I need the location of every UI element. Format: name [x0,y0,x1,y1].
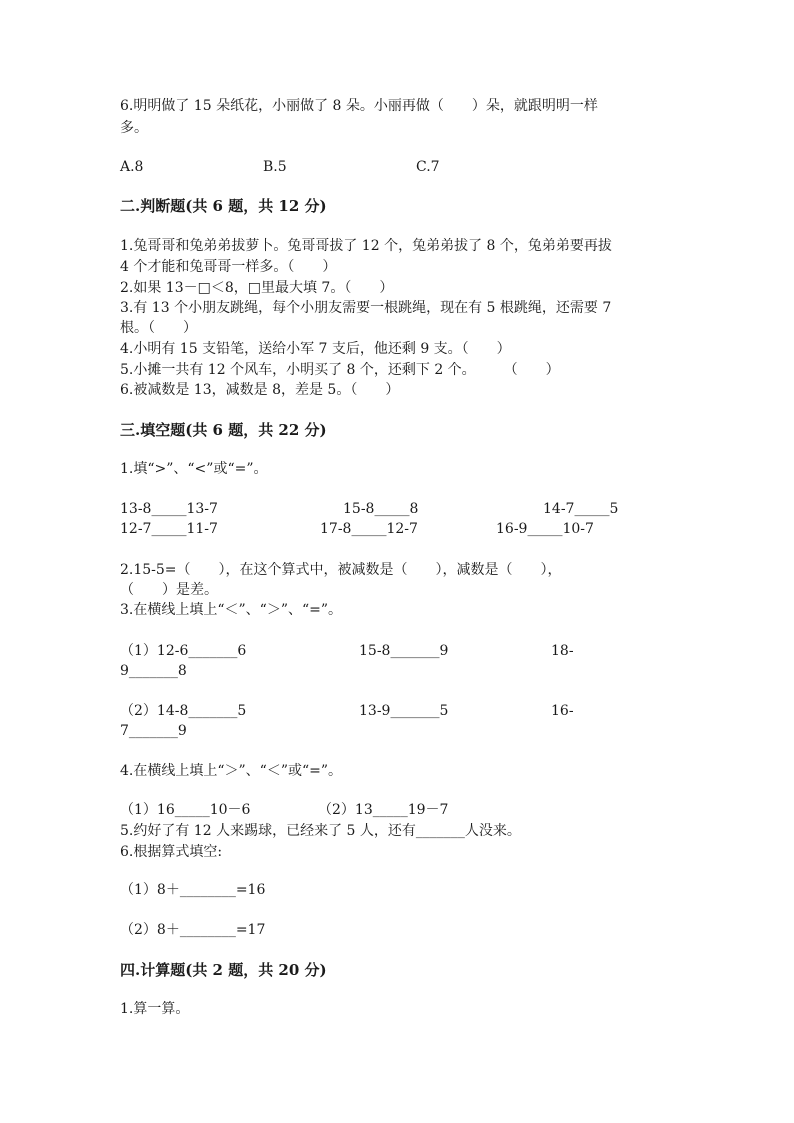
fill-q3-item: 13-9_______5 [359,703,449,719]
q6-text-line2: 多。 [120,120,148,136]
fill-q6-item: （1）8＋________=16 [120,882,266,898]
q6-option-a: A.8 [120,159,144,175]
judge-item-line: 5.小摊一共有 12 个风车，小明买了 8 个，还剩下 2 个。 （ ） [120,362,560,378]
fill-q4-item: （1）16_____10－6 [120,802,251,818]
section4-title: 四.计算题(共 2 题，共 20 分) [120,961,327,979]
judge-item-line: 4 个才能和兔哥哥一样多。（ ） [120,259,337,275]
fill-q6-prompt: 6.根据算式填空: [120,844,223,860]
fill-q1-item: 16-9_____10-7 [496,521,594,537]
judge-item-line: 3.有 13 个小朋友跳绳，每个小朋友需要一根跳绳，现在有 5 根跳绳，还需要 7 [120,300,612,316]
fill-q1-item: 13-8_____13-7 [120,501,218,517]
judge-item-line: 根。（ ） [120,320,197,336]
fill-q3-item: 7_______9 [120,723,187,739]
q6-text-line1: 6.明明做了 15 朵纸花，小丽做了 8 朵。小丽再做（ ）朵，就跟明明一样 [120,98,598,114]
fill-q3-item: 15-8_______9 [359,643,449,659]
fill-q1-item: 14-7_____5 [543,501,619,517]
fill-q4-prompt: 4.在横线上填上“＞”、“＜”或“=”。 [120,763,343,779]
fill-q2-line2: （ ）是差。 [120,582,218,598]
fill-q3-item: （1）12-6_______6 [120,643,247,659]
fill-q3-item: （2）14-8_______5 [120,703,247,719]
judge-item-line: 4.小明有 15 支铅笔，送给小军 7 支后，他还剩 9 支。（ ） [120,341,511,357]
q6-option-b: B.5 [263,159,287,175]
fill-q3-item: 18- [551,643,574,659]
fill-q4-item: （2）13_____19－7 [318,802,449,818]
section3-title: 三.填空题(共 6 题，共 22 分) [120,421,327,439]
judge-item-line: 6.被减数是 13，减数是 8，差是 5。（ ） [120,382,400,398]
fill-q3-item: 16- [551,703,574,719]
judge-item-line: 2.如果 13－□＜8，□里最大填 7。（ ） [120,280,394,296]
fill-q1-item: 17-8_____12-7 [320,521,418,537]
judge-item-line: 1.兔哥哥和兔弟弟拔萝卜。兔哥哥拔了 12 个，兔弟弟拔了 8 个，兔弟弟要再拔 [120,238,612,254]
fill-q5: 5.约好了有 12 人来踢球，已经来了 5 人，还有_______人没来。 [120,823,521,839]
fill-q1-prompt: 1.填“>”、“<”或“=”。 [120,461,268,477]
fill-q3-prompt: 3.在横线上填上“＜”、“＞”、“=”。 [120,602,343,618]
q6-option-c: C.7 [416,159,440,175]
fill-q1-item: 15-8_____8 [343,501,419,517]
fill-q3-item: 9_______8 [120,663,187,679]
fill-q1-item: 12-7_____11-7 [120,521,218,537]
fill-q6-item: （2）8＋________=17 [120,922,266,938]
fill-q2-line1: 2.15-5=（ ），在这个算式中，被减数是（ ），减数是（ ）， [120,562,562,578]
section2-title: 二.判断题(共 6 题，共 12 分) [120,197,327,215]
calc-q1: 1.算一算。 [120,1001,190,1017]
